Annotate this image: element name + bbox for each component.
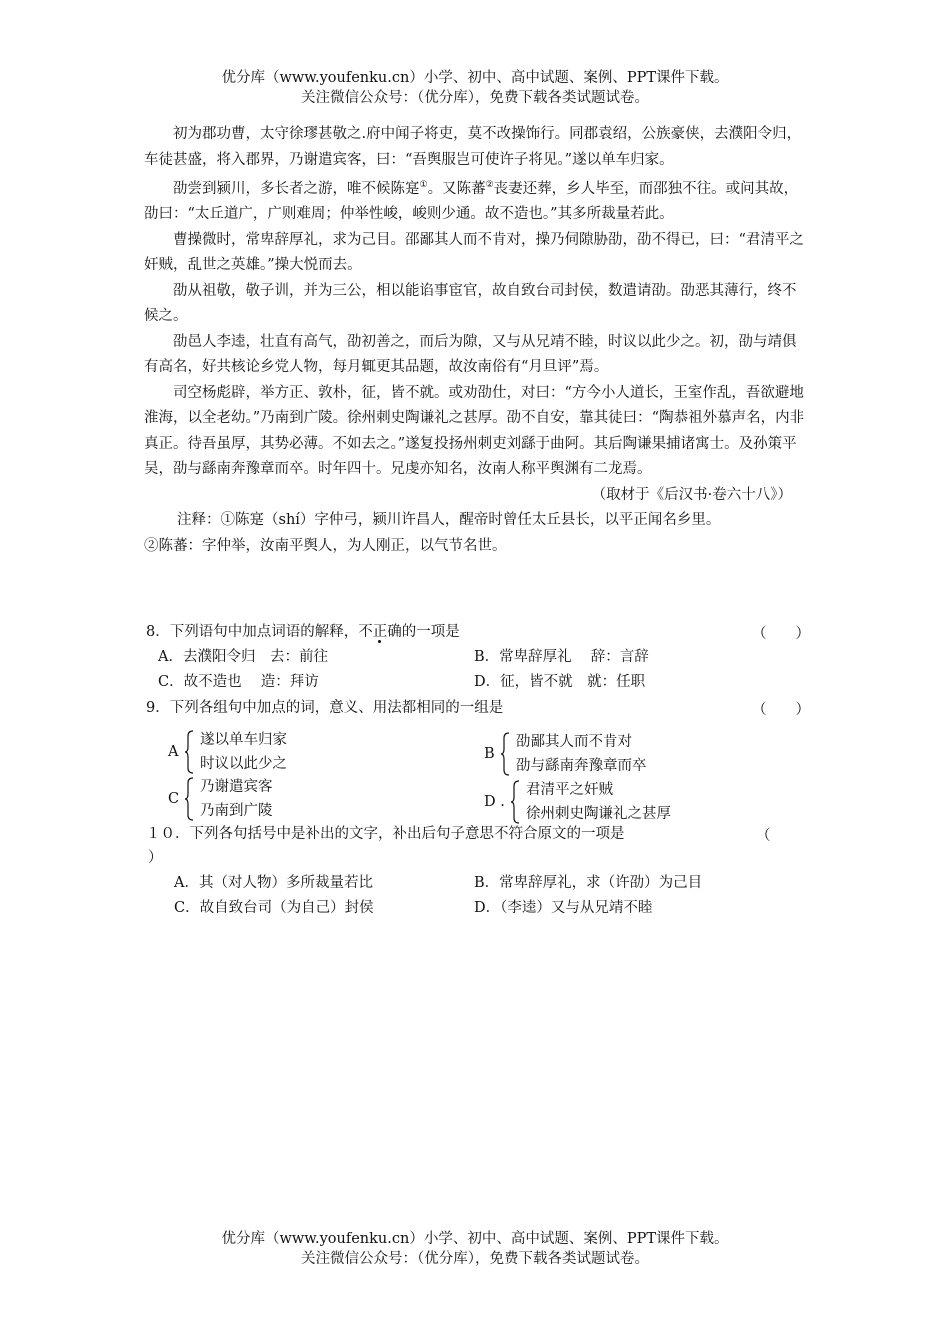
passage-paragraph-2: 劭尝到颍川，多长者之游，唯不候陈寔①。又陈蕃②丧妻还葬，乡人毕至，而邵独不往。或问其故，劭曰：“太丘道广，广则难周；仲举性峻，峻则少通。故不造也。”其多所裁量若此。 <box>144 180 799 223</box>
q10-option-d: D．（李逵）又与从兄靖不睦 <box>474 900 653 916</box>
q8-option-b: B．常卑辞厚礼 辞：言辞 <box>474 649 649 665</box>
q10-option-b: B．常卑辞厚礼，求（许劭）为己目 <box>474 875 703 891</box>
q9-b-sentence-2: 劭与繇南奔豫章而卒 <box>516 758 647 774</box>
brace-icon <box>184 777 194 821</box>
footnote-ref-2: ② <box>485 180 494 190</box>
q9-stem: 9．下列各组句中加点的词，意义、用法都相同的一组是 <box>146 700 504 716</box>
footer-line-2: 关注微信公众号：（优分库），免费下载各类试题试卷。 <box>301 1251 649 1267</box>
header-line-2: 关注微信公众号：（优分库），免费下载各类试题试卷。 <box>301 90 649 106</box>
footer-line-1: 优分库（www.youfenku.cn）小学、初中、高中试题、案例、PPT课件下载。 <box>221 1231 729 1247</box>
q10-paren-close: ） <box>148 850 163 866</box>
q10-paren-open: （ <box>756 828 771 844</box>
annotation-2: ②陈蕃：字仲举，汝南平舆人，为人刚正，以气节名世。 <box>144 537 507 554</box>
passage-paragraph-5: 劭邑人李逵，壮直有高气，劭初善之，而后为隙，又与从兄靖不睦，时议以此少之。初，劭与靖俱有高名，好共核论乡党人物，每月辄更其品题，故汝南俗有“月旦评”焉。 <box>144 333 797 376</box>
q9-option-a-label: A <box>168 744 179 760</box>
q9-answer-paren: （ ） <box>752 702 810 718</box>
q9-d-sentence-2: 徐州刺史陶谦礼之甚厚 <box>526 806 671 822</box>
q8-stem: 8．下列语句中加点词语的解释，不正确的一项是 <box>146 624 460 640</box>
q8-answer-paren: （ ） <box>752 626 810 642</box>
brace-icon <box>510 780 520 824</box>
q8-option-a: A．去濮阳令归 去：前往 <box>158 649 328 665</box>
q9-b-sentence-1: 劭鄙其人而不肯对 <box>516 734 632 750</box>
passage-source: （取材于《后汉书·卷六十八》） <box>591 486 792 503</box>
q10-option-c: C．故自致台司（为自己）封侯 <box>174 900 374 916</box>
q9-option-d-label: D . <box>484 794 505 810</box>
page-footer <box>0 1229 950 1269</box>
q8-option-d: D．征，皆不就 就：任职 <box>474 674 646 690</box>
passage-paragraph-3: 曹操微时，常卑辞厚礼，求为己目。邵鄙其人而不肯对，操乃伺隙胁劭，劭不得已，曰：“君清平之奸贼，乱世之英雄。”操大悦而去。 <box>144 231 804 274</box>
brace-icon <box>184 730 194 774</box>
q9-option-b-label: B <box>484 746 495 762</box>
passage-paragraph-6: 司空杨彪辟，举方正、敦朴，征，皆不就。或劝劭仕，对曰：“方今小人道长，王室作乱，吾欲避地淮海，以全老幼。”乃南到广陵。徐州刺史陶谦礼之甚厚。劭不自安，靠其徒曰：“陶恭祖外慕声名，内非真正。待吾虽厚，其势必薄。不如去之。”遂复投扬州刺吏刘繇于曲阿。其后陶谦果捕诸寓士。及孙策平吴，劭与繇南奔豫章而卒。时年四十。兄虔亦知名，汝南人称平舆渊有二龙焉。 <box>144 384 805 478</box>
page-header <box>0 68 950 108</box>
q9-a-sentence-1: 遂以单车归家 <box>200 732 287 748</box>
q9-option-d <box>484 778 784 826</box>
q10-stem: １０．下列各句括号中是补出的文字，补出后句子意思不符合原文的一项是 <box>146 826 625 842</box>
q9-a-sentence-2: 时议以此少之 <box>200 756 287 772</box>
q8-emphasis: 不正确 <box>358 624 402 640</box>
annotation-1: 注释：①陈寔（shí）字仲弓，颍川许昌人，醒帝时曾任太丘县长，以平正闻名乡里。 <box>177 512 721 529</box>
q9-option-c <box>168 775 468 823</box>
q9-c-sentence-2: 乃南到广陵 <box>200 803 273 819</box>
q10-option-a: A．其（对人物）多所裁量若比 <box>174 875 373 891</box>
footnote-ref-1: ① <box>419 180 428 190</box>
q9-c-sentence-1: 乃谢遣宾客 <box>200 779 273 795</box>
q8-option-c: C．故不造也 造：拜访 <box>158 674 319 690</box>
brace-icon <box>500 732 510 776</box>
q9-option-c-label: C <box>168 791 180 807</box>
q9-option-a <box>168 728 468 776</box>
q9-option-b <box>484 730 784 778</box>
passage <box>144 122 808 559</box>
passage-paragraph-4: 劭从祖敬，敬子训，并为三公，相以能谄事宦官，故自致台司封侯，数遣请劭。劭恶其薄行，终不候之。 <box>144 282 797 325</box>
header-line-1: 优分库（www.youfenku.cn）小学、初中、高中试题、案例、PPT课件下载。 <box>221 70 729 86</box>
q9-d-sentence-1: 君清平之奸贼 <box>526 782 613 798</box>
passage-paragraph-1: 初为郡功曹，太守徐璆甚敬之.府中闻子将吏，莫不改操饰行。同郡袁绍，公族豪侠，去濮阳令归，车徒甚盛，将入郡界，乃谢遣宾客，曰：“吾舆服岂可使许子将见。”遂以单车归家。 <box>144 126 802 168</box>
